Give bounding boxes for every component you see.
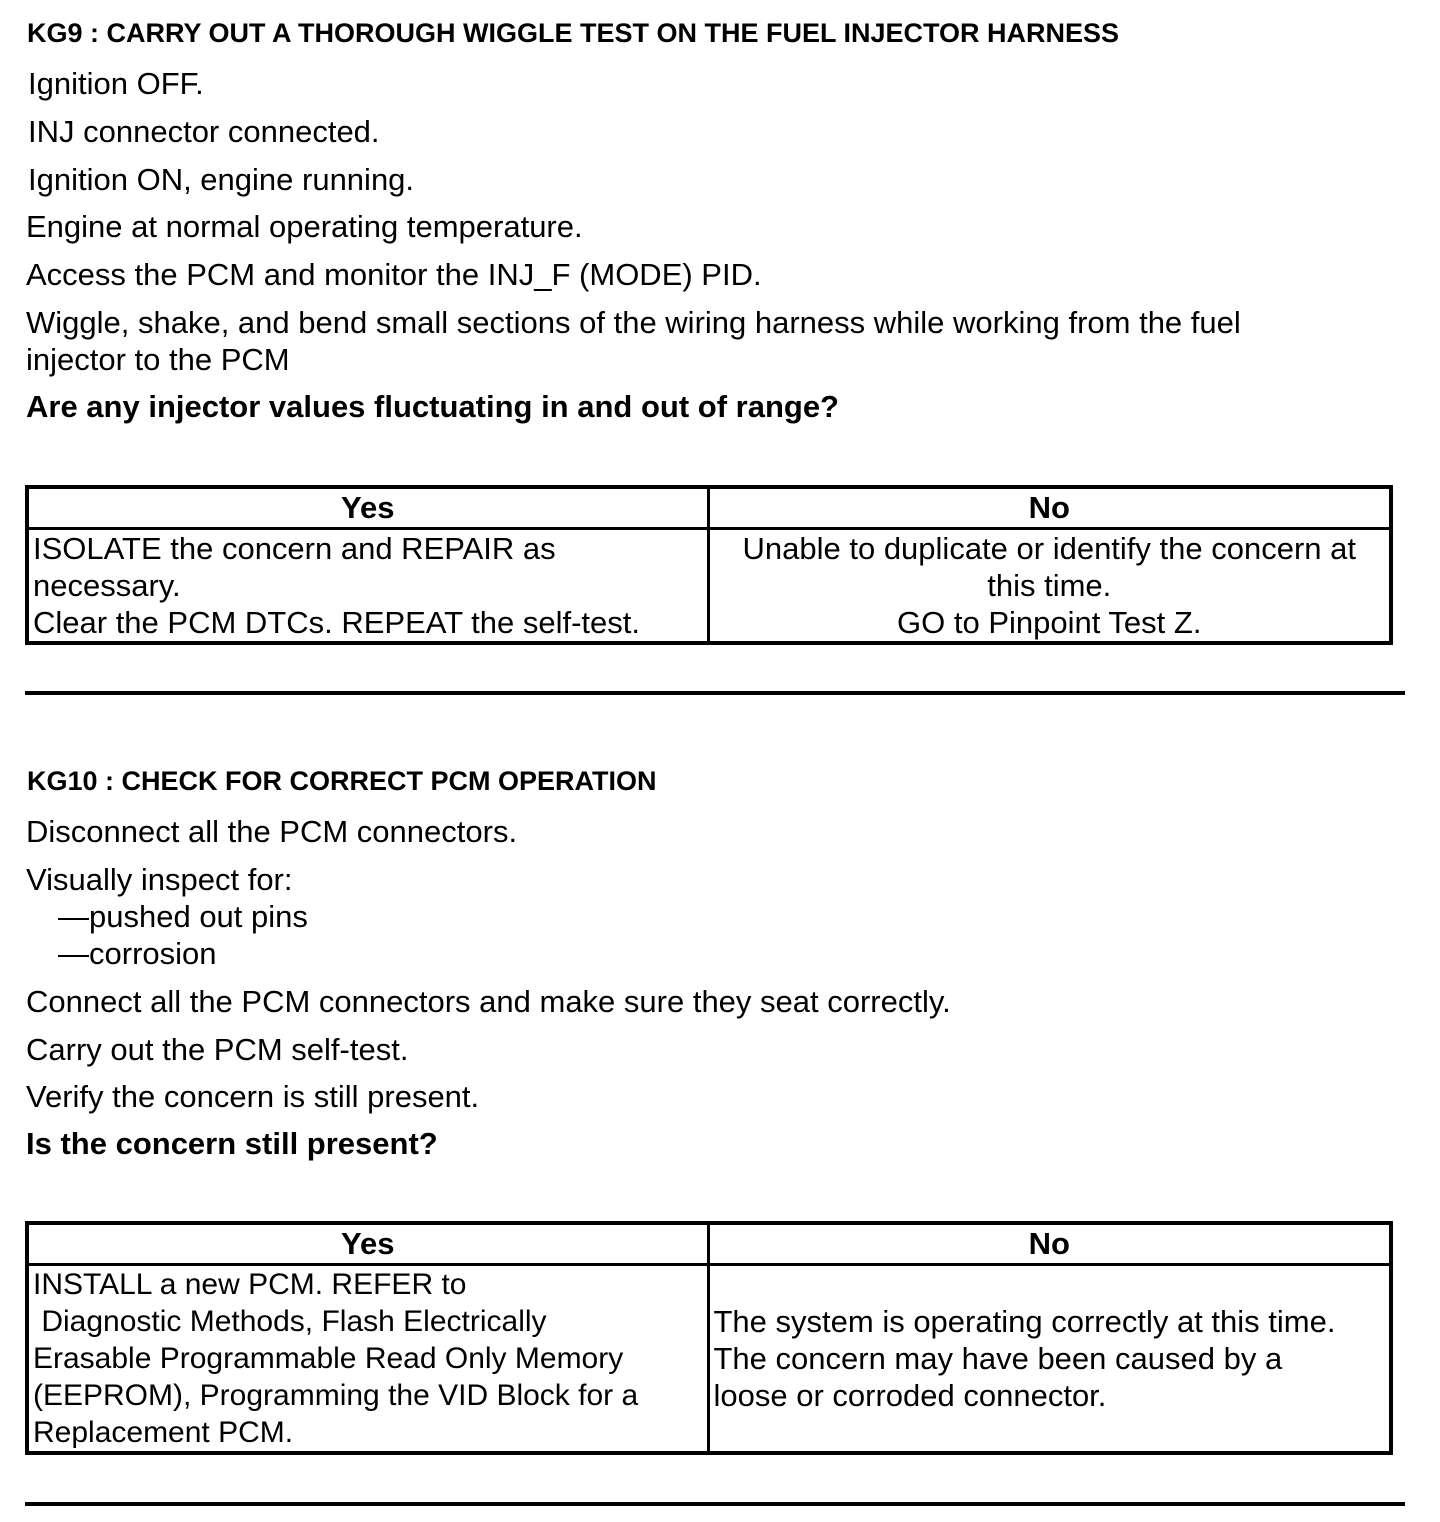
yes-line: INSTALL a new PCM. REFER to xyxy=(33,1268,467,1301)
yes-cell xyxy=(27,529,708,644)
no-line: GO to Pinpoint Test Z. xyxy=(897,605,1202,640)
yes-line: Diagnostic Methods, Flash Electrically xyxy=(33,1305,547,1338)
yes-line: (EEPROM), Programming the VID Block for a xyxy=(33,1379,639,1412)
yes-line: Replacement PCM. xyxy=(33,1416,294,1449)
no-line: The system is operating correctly at this time. xyxy=(713,1304,1336,1339)
table-header-row xyxy=(27,487,1391,529)
kg9-step-access-pcm: Access the PCM and monitor the INJ_F (MODE) PID. xyxy=(26,257,762,292)
kg10-inspect-corrosion: —corrosion xyxy=(58,936,217,971)
no-cell xyxy=(708,1265,1391,1454)
kg9-step-wiggle-line1: Wiggle, shake, and bend small sections of the wiring harness while working from the fuel xyxy=(26,305,1241,340)
kg10-step-disconnect: Disconnect all the PCM connectors. xyxy=(26,814,518,849)
section-divider xyxy=(25,1502,1405,1506)
kg9-question: Are any injector values fluctuating in and out of range? xyxy=(26,389,839,424)
kg10-heading: KG10 : CHECK FOR CORRECT PCM OPERATION xyxy=(27,766,657,796)
kg9-heading: KG9 : CARRY OUT A THOROUGH WIGGLE TEST ON THE FUEL INJECTOR HARNESS xyxy=(27,18,1120,48)
kg10-step-self-test: Carry out the PCM self-test. xyxy=(26,1032,409,1067)
kg10-step-inspect-label: Visually inspect for: xyxy=(26,862,293,897)
kg10-step-connect: Connect all the PCM connectors and make sure they seat correctly. xyxy=(26,984,951,1019)
kg9-step-ignition-off: Ignition OFF. xyxy=(28,66,204,101)
no-header: No xyxy=(708,487,1391,529)
no-header: No xyxy=(708,1223,1391,1265)
kg9-step-wiggle-line2: injector to the PCM xyxy=(26,342,290,377)
yes-cell xyxy=(27,1265,708,1454)
yes-header: Yes xyxy=(27,1223,708,1265)
kg9-step-ignition-on: Ignition ON, engine running. xyxy=(28,162,415,197)
kg10-step-inspect xyxy=(26,861,308,972)
yes-line: ISOLATE the concern and REPAIR as xyxy=(33,531,556,566)
no-line: this time. xyxy=(987,568,1112,603)
kg9-step-engine-temp: Engine at normal operating temperature. xyxy=(26,209,583,244)
kg10-step-verify: Verify the concern is still present. xyxy=(26,1079,480,1114)
kg10-question: Is the concern still present? xyxy=(26,1126,438,1161)
no-line: The concern may have been caused by a xyxy=(713,1341,1283,1376)
section-divider xyxy=(25,691,1405,695)
table-header-row xyxy=(27,1223,1391,1265)
yes-header: Yes xyxy=(27,487,708,529)
yes-line: necessary. xyxy=(33,568,181,603)
kg10-inspect-pushed-out-pins: —pushed out pins xyxy=(58,899,308,934)
kg9-step-wiggle xyxy=(26,304,1241,378)
no-line: loose or corroded connector. xyxy=(713,1378,1107,1413)
no-line: Unable to duplicate or identify the concern at xyxy=(742,531,1356,566)
kg9-yes-no-table xyxy=(25,485,1393,645)
table-row xyxy=(27,529,1391,644)
yes-line: Erasable Programmable Read Only Memory xyxy=(33,1342,624,1375)
yes-line: Clear the PCM DTCs. REPEAT the self-test. xyxy=(33,605,640,640)
table-row xyxy=(27,1265,1391,1454)
kg9-step-inj-connected: INJ connector connected. xyxy=(28,114,380,149)
no-cell xyxy=(708,529,1391,644)
kg10-yes-no-table xyxy=(25,1221,1393,1455)
